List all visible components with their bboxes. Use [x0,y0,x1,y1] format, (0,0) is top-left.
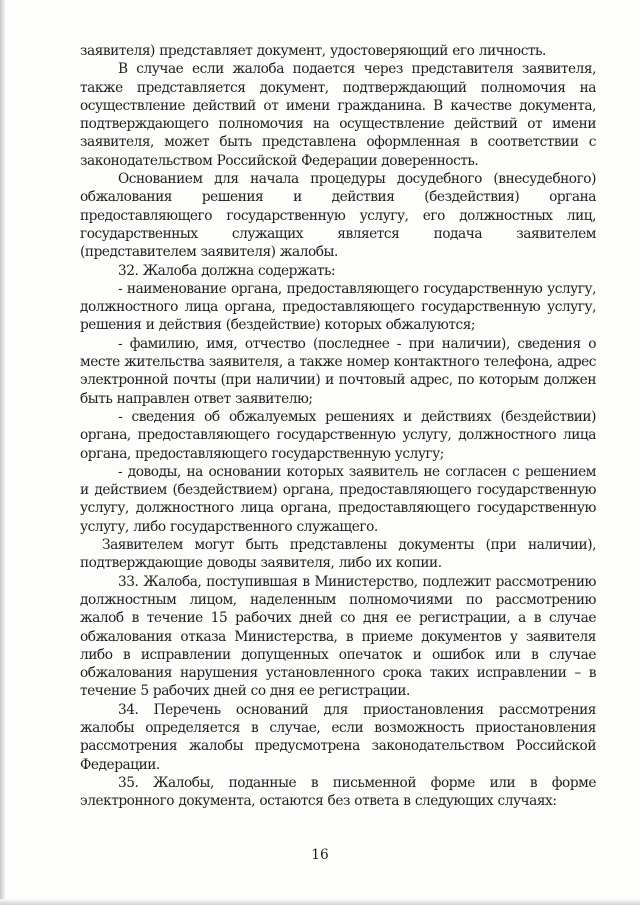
list-item-decisions: - сведения об обжалуемых решениях и действиях (бездействии) органа, предоставляющего государственную услугу, должностного лица органа, предоставляющего государственную услугу; [80,408,596,462]
paragraph-continuation: заявителя) представляет документ, удостоверяющий его личность. [80,43,546,59]
page-number: 16 [311,847,329,863]
paragraph-item-35: 35. Жалобы, поданные в письменной форме или в форме электронного документа, остаются без ответа в следующих случаях: [80,774,596,810]
paragraph-representative: В случае если жалоба подается через представителя заявителя, также представляется документ, подтверждающий полномочия на осуществление действий от имени гражданина. В качестве документа, подтверждающего полномочия на осуществление действий от имени заявителя, может быть представлена оформленная в соответствии с законодательством Российской Федерации доверенность. [80,61,596,169]
scan-bottom-edge [0,899,640,905]
list-item-organ-name: - наименование органа, предоставляющего государственную услугу, должностного лица органа, предоставляющего государственную услугу, решения и действия (бездействие) которых обжалуются; [80,280,596,334]
list-item-applicant-details: - фамилию, имя, отчество (последнее - при наличии), сведения о месте жительства заявителя, а также номер контактного телефона, адрес электронной почты (при наличии) и почтовый адрес, по которым должен быть направлен ответ заявителю; [80,335,596,407]
paragraph-item-32: 32. Жалоба должна содержать: [118,262,336,279]
scan-left-edge [0,0,5,905]
paragraph-item-33: 33. Жалоба, поступившая в Министерство, подлежит рассмотрению должностным лицом, наделенным полномочиями по рассмотрению жалоб в течение 15 рабочих дней со дня ее регистрации, а в случае обжалования отказа Министерства, в приеме документов у заявителя либо в исправлении допущенных опечаток и ошибок или в случае обжалования нарушения установленного срока таких исправлении – в течение 5 рабочих дней со дня ее регистрации. [80,573,596,700]
paragraph-grounds: Основанием для начала процедуры досудебного (внесудебного) обжалования решения и действия (бездействия) органа предоставляющего государственную услугу, его должностных лиц, государственных служащих является подача заявителем (представителем заявителя) жалобы. [80,171,596,261]
paragraph-item-34: 34. Перечень оснований для приостановления рассмотрения жалобы определяется в случае, если возможность приостановления рассмотрения жалобы предусмотрена законодательством Российской Федерации. [80,701,596,773]
document-body [80,42,596,810]
paragraph-supporting-docs: Заявителем могут быть представлены документы (при наличии), подтверждающие доводы заявителя, либо их копии. [80,537,596,572]
list-item-arguments: - доводы, на основании которых заявитель не согласен с решением и действием (бездействием) органа, предоставляющего государственную услугу, должностного лица органа, предоставляющего государственную услугу, либо государственного служащего. [80,463,596,535]
